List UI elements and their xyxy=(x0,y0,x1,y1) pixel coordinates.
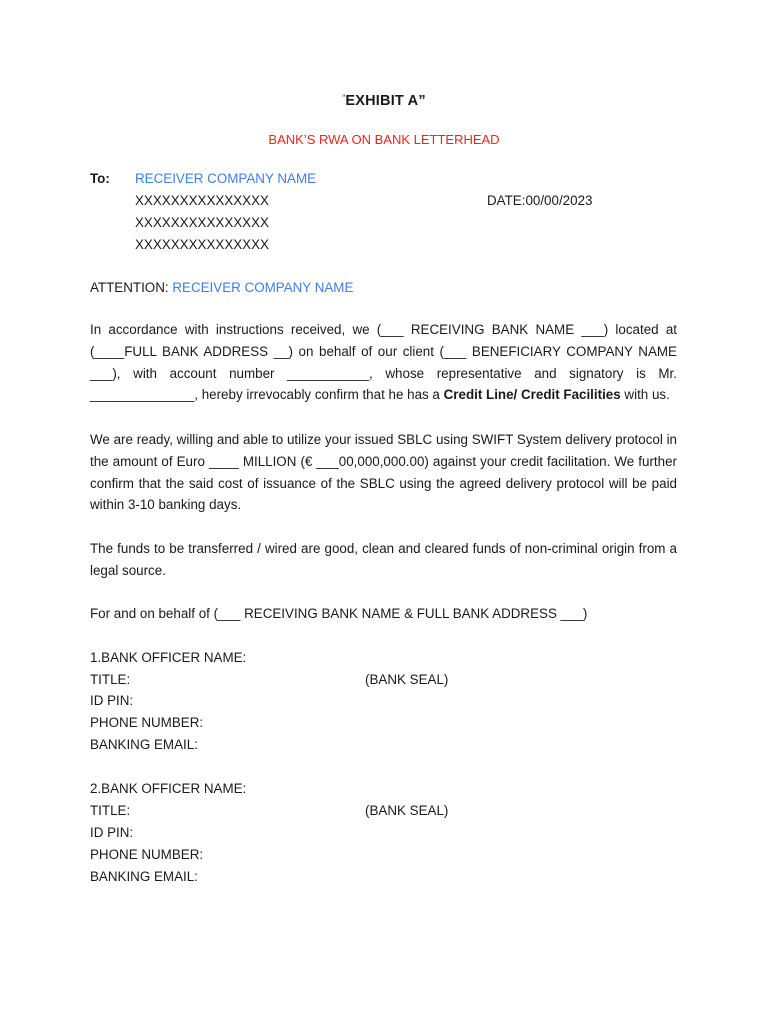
address-line-2: XXXXXXXXXXXXXXX xyxy=(135,215,269,230)
officer-1-title-label: TITLE: xyxy=(90,672,131,687)
officer-2-name-label: 2.BANK OFFICER NAME: xyxy=(90,781,247,796)
date-field: DATE:00/00/2023 xyxy=(487,193,593,208)
exhibit-title xyxy=(0,93,768,109)
paragraph-1-text: In accordance with instructions received, we (___ RECEIVING BANK NAME ___) located at (____FULL BANK ADDRESS __) on behalf of our client (___ BENEFICIARY COMPANY NAME ___), with account number ___________, whose representative and signatory is Mr. ______________, hereby irrevocably confirm that he has a xyxy=(90,322,677,403)
on-behalf-line: For and on behalf of (___ RECEIVING BANK NAME & FULL BANK ADDRESS ___) xyxy=(90,606,588,621)
credit-line-bold: Credit Line/ Credit Facilities xyxy=(443,387,621,403)
to-label: To: xyxy=(90,171,110,186)
officer-2-phone-label: PHONE NUMBER: xyxy=(90,847,204,862)
officer-1-bank-seal: (BANK SEAL) xyxy=(365,672,449,687)
officer-1-phone-label: PHONE NUMBER: xyxy=(90,715,204,730)
attention-line xyxy=(90,279,353,297)
attention-label: ATTENTION: xyxy=(90,280,169,295)
officer-1-id-label: ID PIN: xyxy=(90,693,134,708)
officer-2-email-label: BANKING EMAIL: xyxy=(90,869,198,884)
officer-2-id-label: ID PIN: xyxy=(90,825,134,840)
attention-value: RECEIVER COMPANY NAME xyxy=(172,280,354,295)
subtitle: BANK’S RWA ON BANK LETTERHEAD xyxy=(268,132,500,147)
address-line-1: XXXXXXXXXXXXXXX xyxy=(135,193,269,208)
paragraph-2: We are ready, willing and able to utilize your issued SBLC using SWIFT System delivery protocol in the amount of Euro ____ MILLION (€ ___00,000,000.00) against your credit facilitation. We further confirm that the said cost of issuance of the SBLC using the agreed delivery protocol will be paid within 3-10 banking days. xyxy=(90,432,677,513)
address-line-3: XXXXXXXXXXXXXXX xyxy=(135,237,269,252)
title-text: EXHIBIT A” xyxy=(345,93,426,109)
title-open-quote: “ xyxy=(342,93,346,103)
paragraph-3: The funds to be transferred / wired are good, clean and cleared funds of non-criminal origin from a legal source. xyxy=(90,541,677,578)
paragraph-1-end: with us. xyxy=(620,387,670,403)
officer-2-bank-seal: (BANK SEAL) xyxy=(365,803,449,818)
officer-1-email-label: BANKING EMAIL: xyxy=(90,737,198,752)
receiver-name: RECEIVER COMPANY NAME xyxy=(135,171,317,186)
officer-1-name-label: 1.BANK OFFICER NAME: xyxy=(90,650,247,665)
paragraph-1 xyxy=(90,319,677,406)
officer-2-title-label: TITLE: xyxy=(90,803,131,818)
